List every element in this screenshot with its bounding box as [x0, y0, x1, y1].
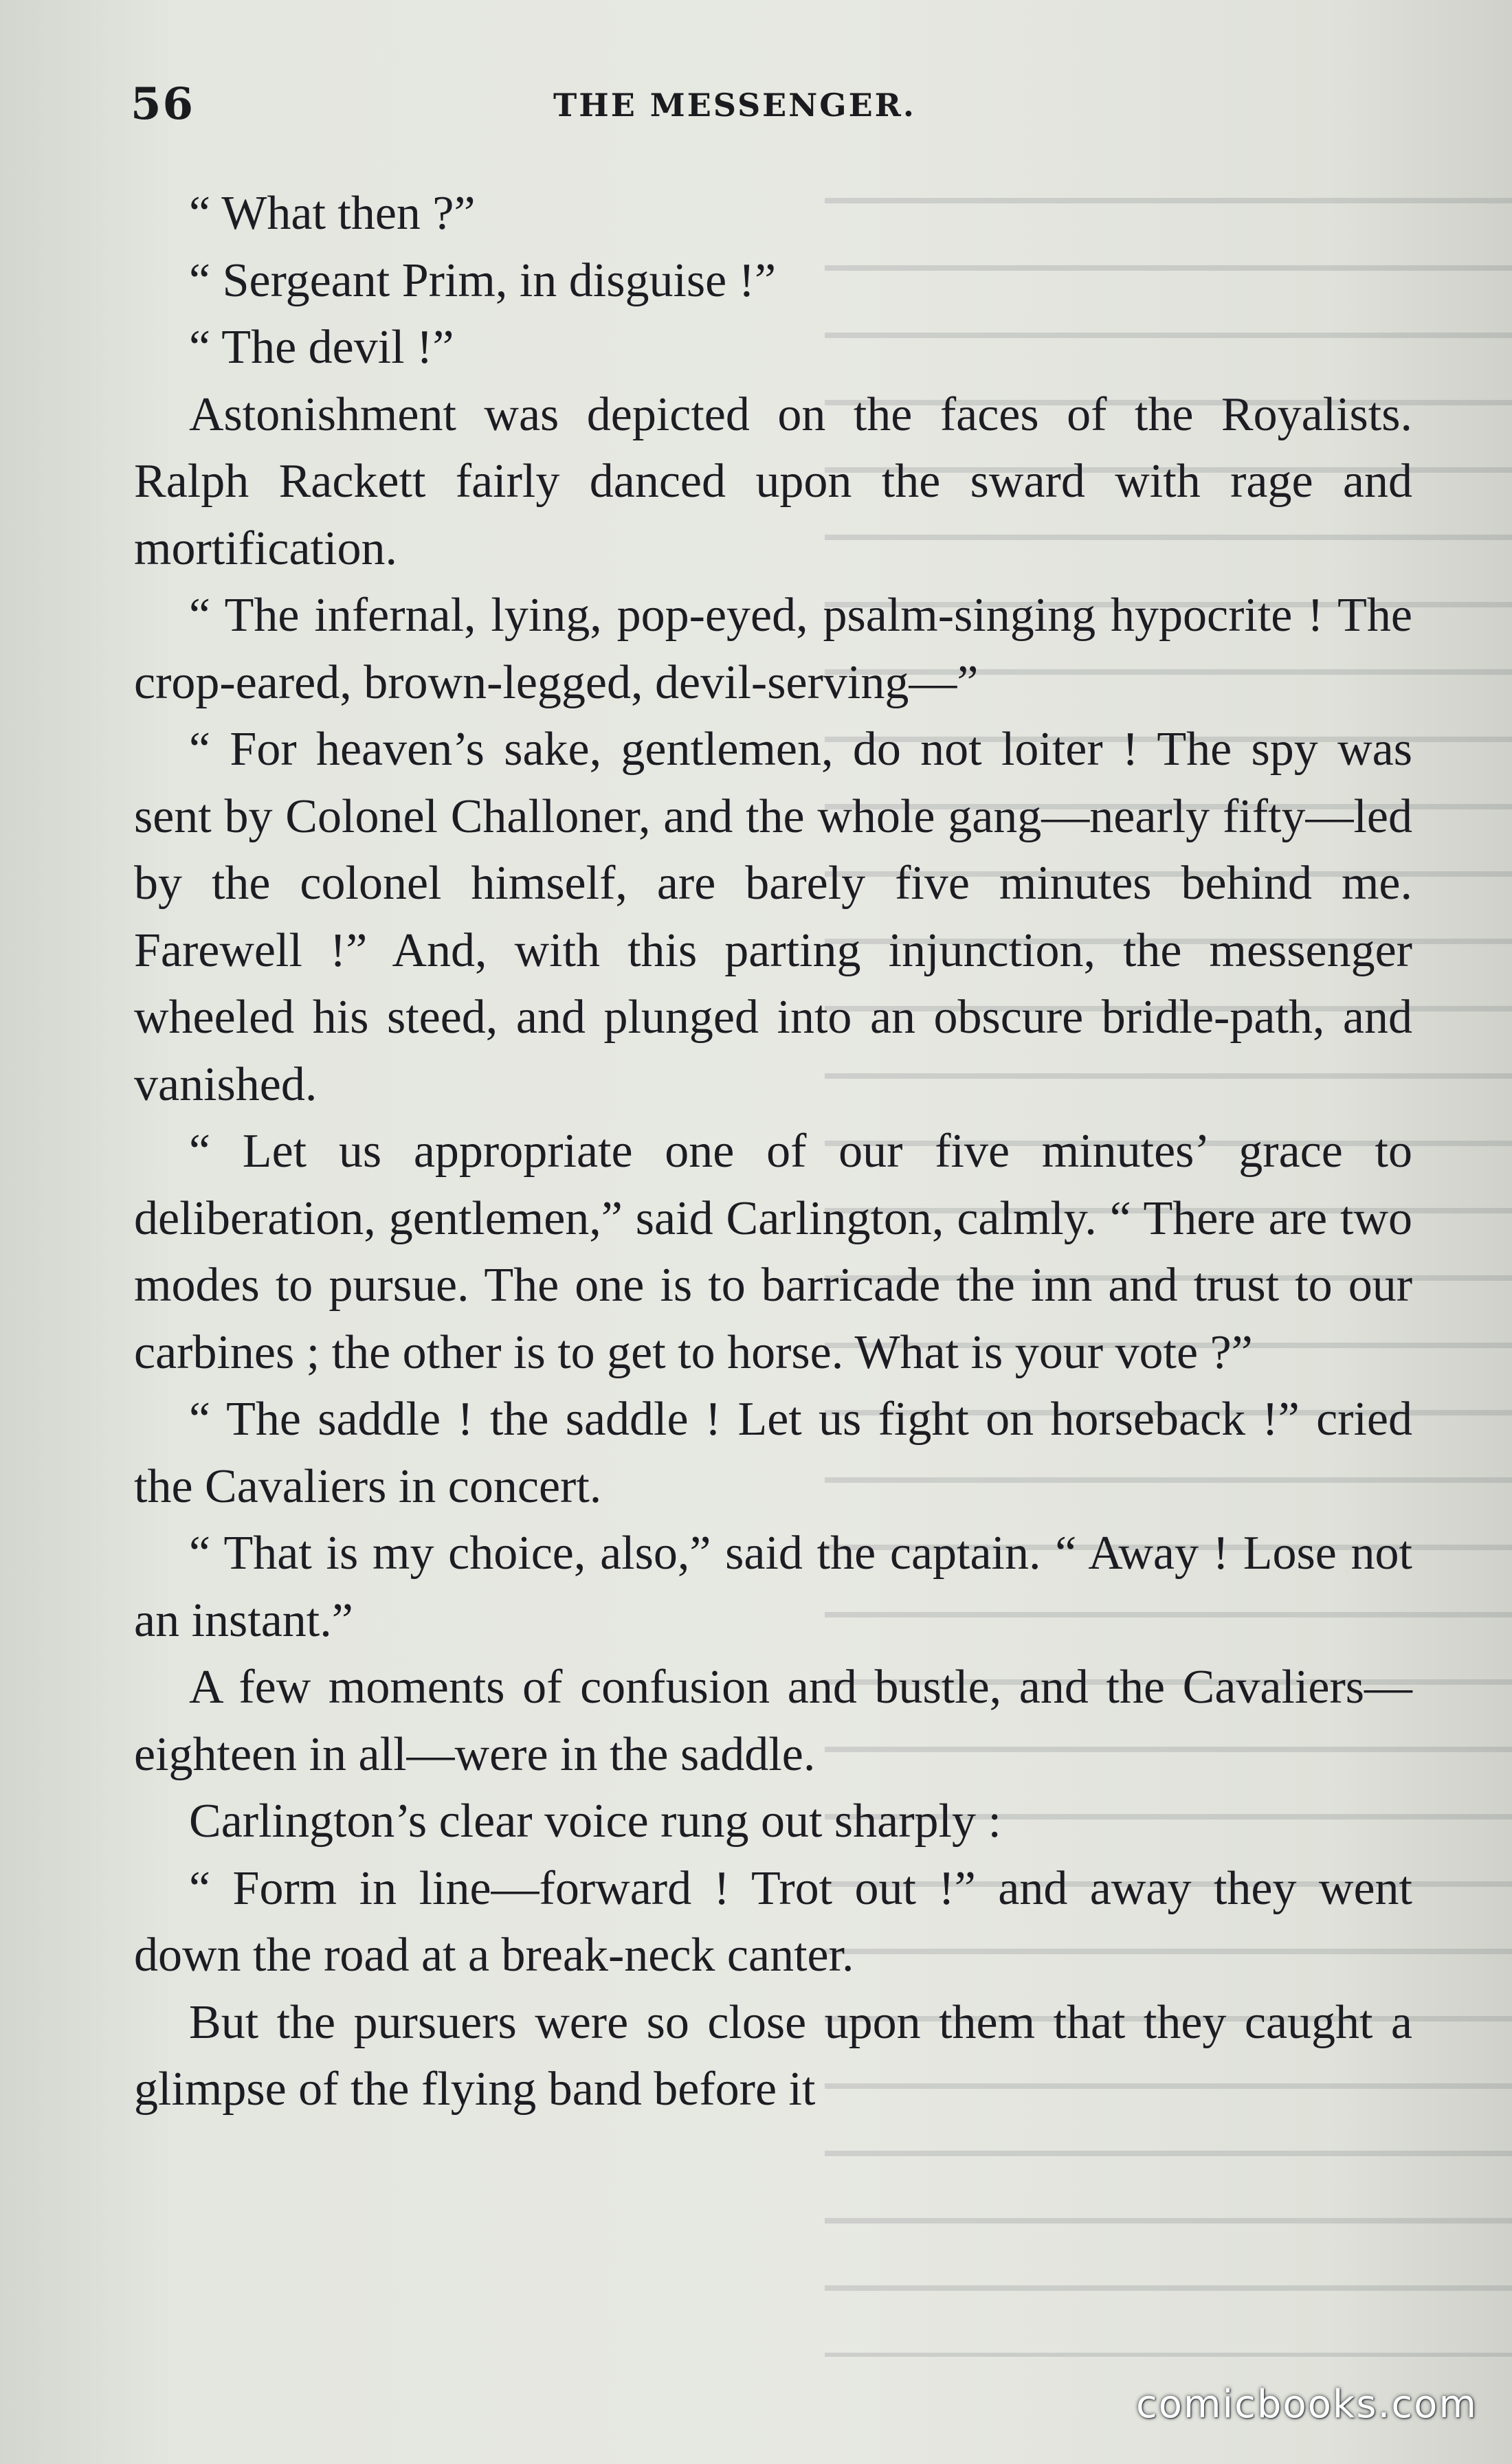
paragraph: Astonishment was depicted on the faces of the Royalists. Ralph Rackett fairly danced upon the sward with rage and mortification. [134, 388, 1412, 575]
paragraph: “ That is my choice, also,” said the captain. “ Away ! Lose not an instant.” [134, 1527, 1412, 1647]
paragraph: “ The saddle ! the saddle ! Let us fight on horseback !” cried the Cavaliers in concert. [134, 1393, 1412, 1513]
paragraph: “ What then ?” [189, 187, 476, 240]
paragraph: “ Let us appropriate one of our five minutes’ grace to deliberation, gentlemen,” said Carlington, calmly. “ There are two modes to pursue. The one is to barricade the inn and trust to our carbines ; the other is to get to horse. What is your vote ?” [134, 1125, 1412, 1379]
watermark: comicbooks.com [1135, 2382, 1478, 2427]
paragraph: A few moments of confusion and bustle, and the Cavaliers—eighteen in all—were in the saddle. [134, 1661, 1412, 1781]
page-number: 56 [131, 78, 195, 130]
paragraph: But the pursuers were so close upon them that they caught a glimpse of the flying band before it [134, 1995, 1412, 2116]
paragraph: Carlington’s clear voice rung out sharply : [189, 1795, 1001, 1848]
paragraph: “ For heaven’s sake, gentlemen, do not loiter ! The spy was sent by Colonel Challoner, and the whole gang—nearly fifty—led by the colonel himself, are barely five minutes behind me. Farewell !” And, with this parting injunction, the messenger wheeled his steed, and plunged into an obscure bridle-path, and vanished. [134, 723, 1412, 1111]
paragraph: “ Sergeant Prim, in disguise !” [189, 254, 777, 307]
paragraph: “ The devil !” [189, 321, 454, 374]
paragraph: “ Form in line—forward ! Trot out !” and away they went down the road at a break-neck canter. [134, 1861, 1412, 1982]
body-text [134, 180, 1412, 2123]
running-title: THE MESSENGER. [553, 87, 916, 124]
page-header [131, 74, 1423, 129]
paragraph: “ The infernal, lying, pop-eyed, psalm-singing hypocrite ! The crop-eared, brown-legged, devil-serving—” [134, 589, 1412, 709]
